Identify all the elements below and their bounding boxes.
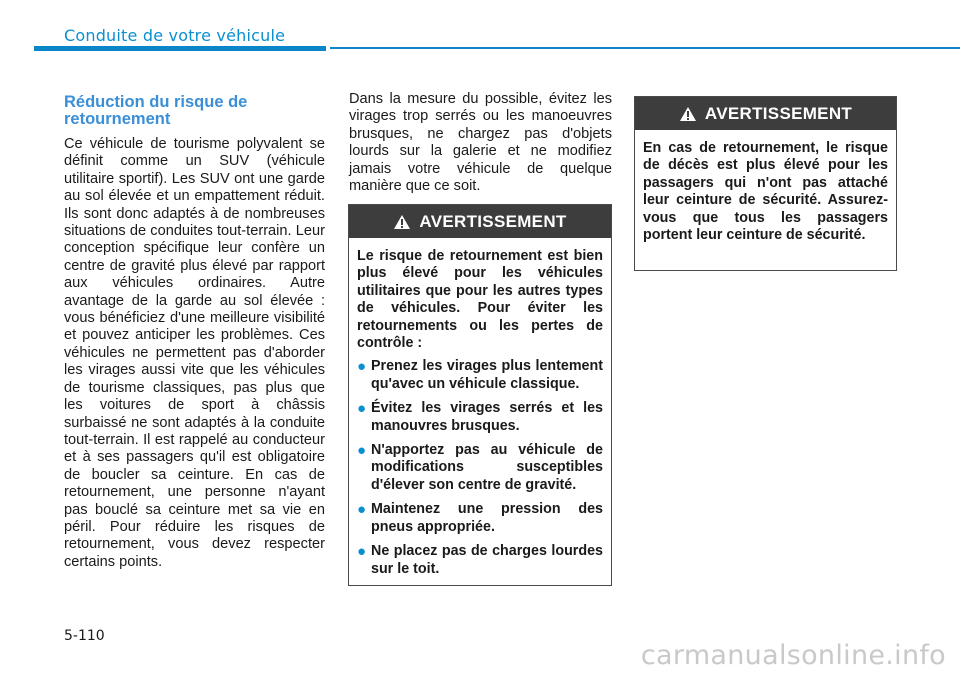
bullet-icon: ●: [357, 543, 367, 561]
warning-text: En cas de retournement, le risque de décès est plus élevé pour les passagers qui n'ont pas attaché leur ceinture de sécurité. Assurez-vous que tous les passagers portent leur ceinture de sécurité.: [643, 140, 888, 244]
list-item: ● Évitez les virages serrés et les manouvres brusques.: [357, 400, 603, 434]
warning-bullet-list: [357, 358, 603, 577]
warning-body: [635, 130, 896, 254]
section-paragraph: Ce véhicule de tourisme polyvalent se définit comme un SUV (véhicule utilitaire sportif). Les SUV ont une garde au sol élevée et un empattement réduit. Ils sont donc adaptés à de nombreuses situations de conduites tout-terrain. Leur conception spécifique leur confère un centre de gravité plus élevé par rapport aux véhicules ordinaires. Autre avantage de la garde au sol élevée : vous bénéficiez d'une meilleure visibilité et pouvez anticiper les problèmes. Ces véhicules ne permettent pas d'aborder les virages aussi vite que les véhicules de tourisme classiques, pas plus que les voitures de sport à châssis surbaissé ne sont adaptés à la conduite tout-terrain. Il est rappelé au conducteur et à ses passagers qu'il est obligatoire de boucler sa ceinture. En cas de retournement, une personne n'ayant pas bouclé sa ceinture met sa vie en péril. Pour réduire les risques de retournement, vous devez respecter certains points.: [64, 136, 325, 570]
middle-column: [349, 91, 612, 195]
list-item: ● N'apportez pas au véhicule de modifications susceptibles d'élever son centre de gravité.: [357, 442, 603, 493]
header-rule: [330, 47, 960, 49]
header-accent-bar: [34, 46, 326, 51]
list-item: ● Ne placez pas de charges lourdes sur le toit.: [357, 543, 603, 577]
warning-heading: AVERTISSEMENT: [419, 211, 567, 231]
list-item: ● Maintenez une pression des pneus appropriée.: [357, 501, 603, 535]
warning-header: [635, 97, 896, 130]
warning-box-seatbelt: [634, 96, 897, 271]
header-title: Conduite de votre véhicule: [64, 26, 286, 45]
warning-intro: Le risque de retournement est bien plus élevé pour les véhicules utilitaires que pour les autres types de véhicules. Pour éviter les retournements ou les pertes de contrôle :: [357, 248, 603, 352]
section-title: Réduction du risque de retournement: [64, 93, 248, 128]
list-item: ● Prenez les virages plus lentement qu'avec un véhicule classique.: [357, 358, 603, 392]
bullet-icon: ●: [357, 501, 367, 519]
page-number: 5-110: [64, 628, 105, 644]
warning-triangle-icon: [393, 214, 411, 230]
middle-paragraph: Dans la mesure du possible, évitez les virages trop serrés ou les manoeuvres brusques, ne chargez pas d'objets lourds sur la galerie et ne modifiez jamais votre véhicule de quelque manière que ce soit.: [349, 91, 612, 195]
warning-triangle-icon: [679, 106, 697, 122]
left-column: [64, 94, 325, 571]
bullet-icon: ●: [357, 442, 367, 460]
watermark: carmanualsonline.info: [640, 640, 946, 671]
warning-box-rollover: [348, 204, 612, 586]
warning-body: [349, 238, 611, 595]
bullet-icon: ●: [357, 400, 367, 418]
warning-heading: AVERTISSEMENT: [704, 103, 853, 123]
warning-header: [349, 205, 611, 238]
bullet-icon: ●: [357, 358, 367, 376]
